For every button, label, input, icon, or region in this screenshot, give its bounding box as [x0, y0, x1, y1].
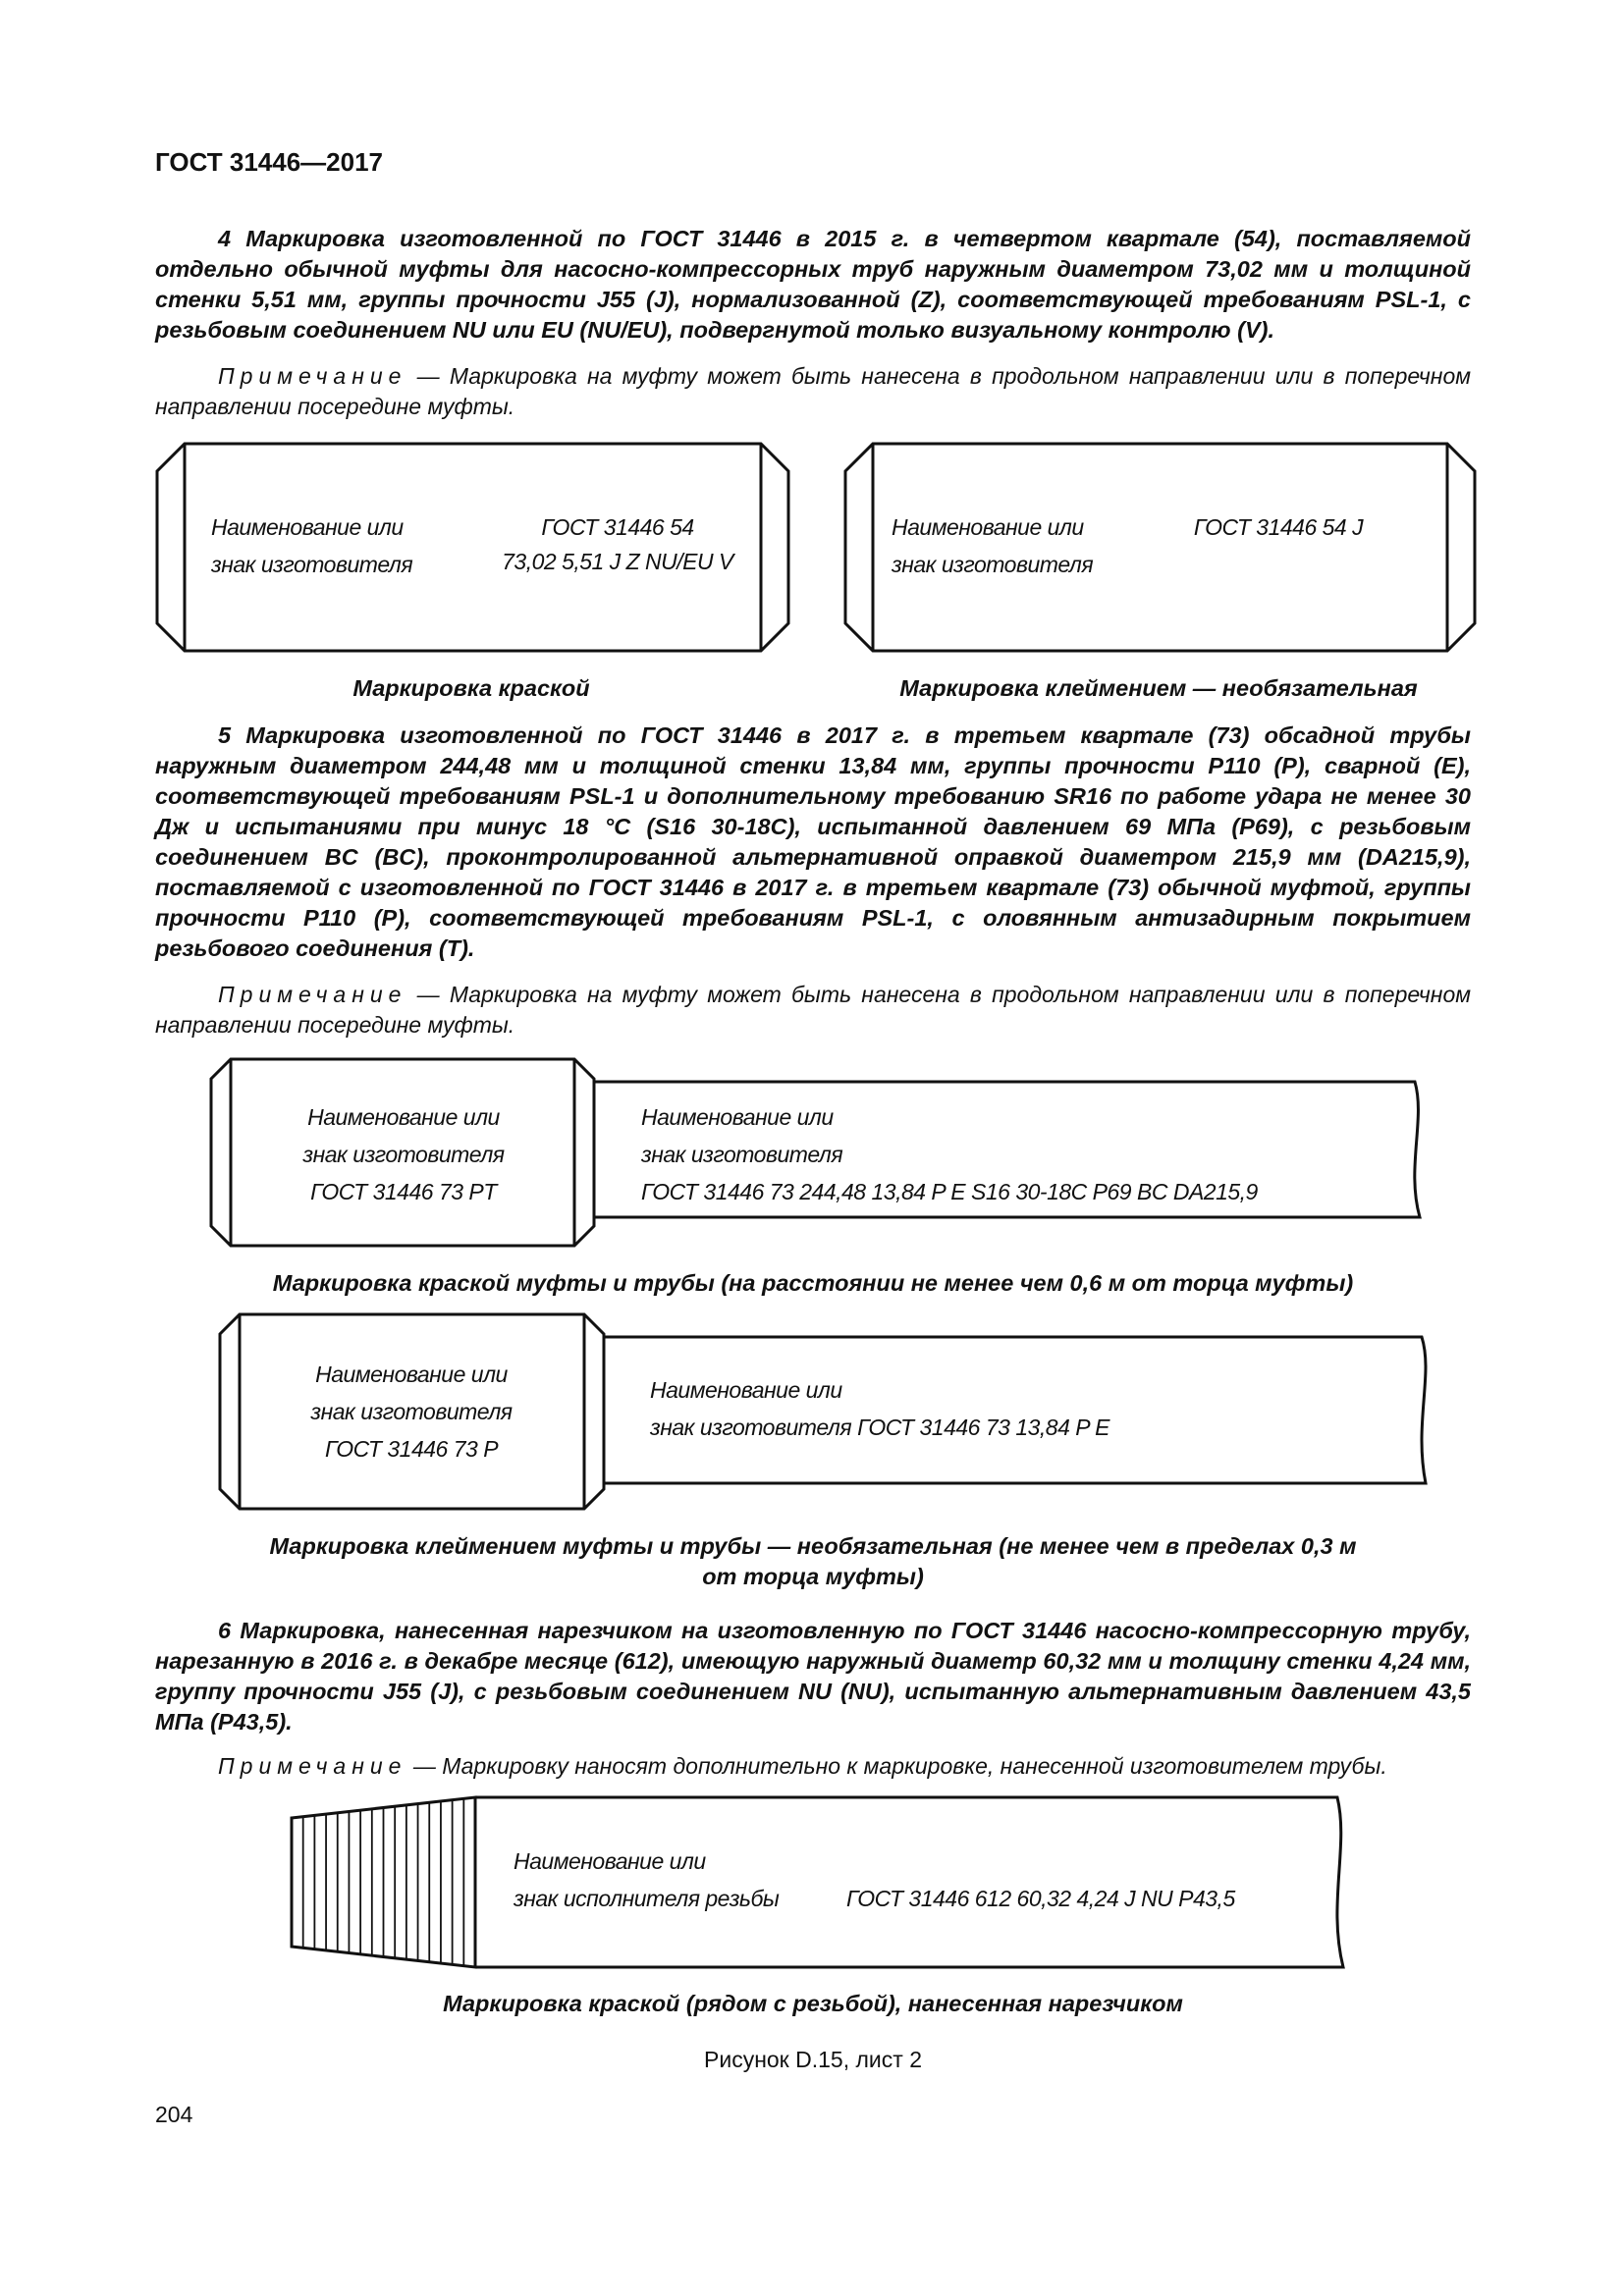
coupling-paint-text: [210, 514, 736, 577]
caption-stamp-marking: Маркировка клеймением — необязательная: [899, 675, 1418, 701]
svg-text:знак изготовителя: знак изготовителя: [302, 1142, 505, 1167]
page-number: 204: [155, 2102, 193, 2127]
svg-text:ГОСТ 31446 612 60,32 4,24 J NU: ГОСТ 31446 612 60,32 4,24 J NU P43,5: [846, 1886, 1235, 1911]
section-5-body: 5 Маркировка изготовленной по ГОСТ 31446 в 2017 г. в третьем квартале (73) обсадной трубы наружным диаметром 244,48 мм и толщиной стенки 13,84 мм, группы прочности P110 (P), сварной (E), соответствующей требованиям PSL-1 и дополнительному требованию SR16 по работе удара не менее 30 Дж и испытаниями при минус 18 °C (S16 30-18C), испытанной давлением 69 МПа (P69), с резьбовым соединением BC (BC), проконтролированной альтернативной оправкой диаметром 215,9 мм (DA215,9), поставляемой с изготовленной по ГОСТ 31446 в 2017 г. в третьем квартале (73) обычной муфтой, группы прочности P110 (P), соответствующей требованиям PSL-1, с оловянным антизадирным покрытием резьбового соединения (T).: [155, 722, 1471, 961]
coupling-pipe-paint-text: [301, 1104, 1258, 1204]
section-6-text: [155, 1616, 1471, 1737]
section-5-note: [155, 980, 1471, 1041]
caption-stamp-coupling-pipe-l1: Маркировка клеймением муфты и трубы — необязательная (не менее чем в пределах 0,3 м: [269, 1533, 1357, 1559]
threaded-pipe-text: [513, 1848, 1235, 1911]
section-6-note: [155, 1751, 1471, 1782]
note-text: — Маркировку наносят дополнительно к маркировке, нанесенной изготовителем трубы.: [406, 1753, 1387, 1779]
threaded-pipe-outline: [292, 1797, 1343, 1967]
note-label: Примечание: [218, 363, 407, 389]
svg-text:знак изготовителя ГОСТ 31446 7: знак изготовителя ГОСТ 31446 73 13,84 P E: [650, 1415, 1109, 1440]
section-4-body: 4 Маркировка изготовленной по ГОСТ 31446 в 2015 г. в четвертом квартале (54), поставляемой отдельно обычной муфты для насосно-компрессорных труб наружным диаметром 73,02 мм и толщиной стенки 5,51 мм, группы прочности J55 (J), нормализованной (Z), соответствующей требованиям PSL-1, с резьбовым соединением NU или EU (NU/EU), подвергнутой только визуальному контролю (V).: [155, 226, 1471, 343]
svg-text:Наименование или: Наименование или: [307, 1104, 500, 1130]
figure-title: Рисунок D.15, лист 2: [704, 2047, 922, 2072]
thread-lines: [303, 1798, 464, 1965]
section-5-text: [155, 721, 1471, 964]
svg-text:знак изготовителя: знак изготовителя: [641, 1142, 843, 1167]
document-header: ГОСТ 31446—2017: [155, 147, 383, 177]
svg-text:Наименование или: Наименование или: [650, 1377, 842, 1403]
svg-text:ГОСТ 31446 73 244,48 13,84 P E: ГОСТ 31446 73 244,48 13,84 P E S16 30-18C P69 BC DA215,9: [641, 1179, 1258, 1204]
caption-thread-marking: Маркировка краской (рядом с резьбой), нанесенная нарезчиком: [443, 1991, 1183, 2016]
svg-text:ГОСТ 31446 73 PT: ГОСТ 31446 73 PT: [310, 1179, 497, 1204]
svg-text:знак изготовителя: знак изготовителя: [211, 552, 413, 577]
svg-text:Наименование или: Наименование или: [514, 1848, 706, 1874]
note-label: Примечание: [218, 982, 407, 1007]
svg-text:знак изготовителя: знак изготовителя: [892, 552, 1094, 577]
svg-text:ГОСТ 31446 73 P: ГОСТ 31446 73 P: [324, 1436, 499, 1462]
caption-paint-coupling-pipe: Маркировка краской муфты и трубы (на расстоянии не менее чем 0,6 м от торца муфты): [272, 1270, 1354, 1296]
svg-text:ГОСТ 31446 54 J: ГОСТ 31446 54 J: [1193, 514, 1364, 540]
svg-text:знак изготовителя: знак изготовителя: [310, 1399, 513, 1424]
svg-text:73,02 5,51 J Z NU/EU V: 73,02 5,51 J Z NU/EU V: [502, 549, 733, 574]
coupling-paint-outline: [157, 444, 788, 651]
note-label: Примечание: [218, 1753, 407, 1779]
caption-paint-marking: Маркировка краской: [352, 675, 590, 701]
svg-text:Наименование или: Наименование или: [315, 1362, 508, 1387]
note-text: — Маркировка на муфту может быть нанесена в продольном направлении или в поперечном направлении посередине муфты.: [155, 982, 1471, 1038]
coupling-stamp-text: [891, 514, 1364, 577]
svg-text:знак исполнителя резьбы: знак исполнителя резьбы: [514, 1886, 780, 1911]
svg-text:Наименование или: Наименование или: [892, 514, 1084, 540]
svg-text:Наименование или: Наименование или: [641, 1104, 834, 1130]
coupling-stamp-outline: [845, 444, 1475, 651]
note-text: — Маркировка на муфту может быть нанесена в продольном направлении или в поперечном направлении посередине муфты.: [155, 363, 1471, 419]
coupling-pipe-stamp-text: [309, 1362, 1110, 1462]
caption-stamp-coupling-pipe-l2: от торца муфты): [702, 1564, 924, 1589]
section-6-body: 6 Маркировка, нанесенная нарезчиком на изготовленную по ГОСТ 31446 насосно-компрессорную трубу, нарезанную в 2016 г. в декабре месяце (612), имеющую наружный диаметр 60,32 мм и толщину стенки 4,24 мм, группу прочности J55 (J), с резьбовым соединением NU (NU), испытанную альтернативным давлением 43,5 МПа (P43,5).: [155, 1618, 1471, 1735]
svg-text:ГОСТ 31446 54: ГОСТ 31446 54: [541, 514, 694, 540]
svg-text:Наименование или: Наименование или: [211, 514, 404, 540]
